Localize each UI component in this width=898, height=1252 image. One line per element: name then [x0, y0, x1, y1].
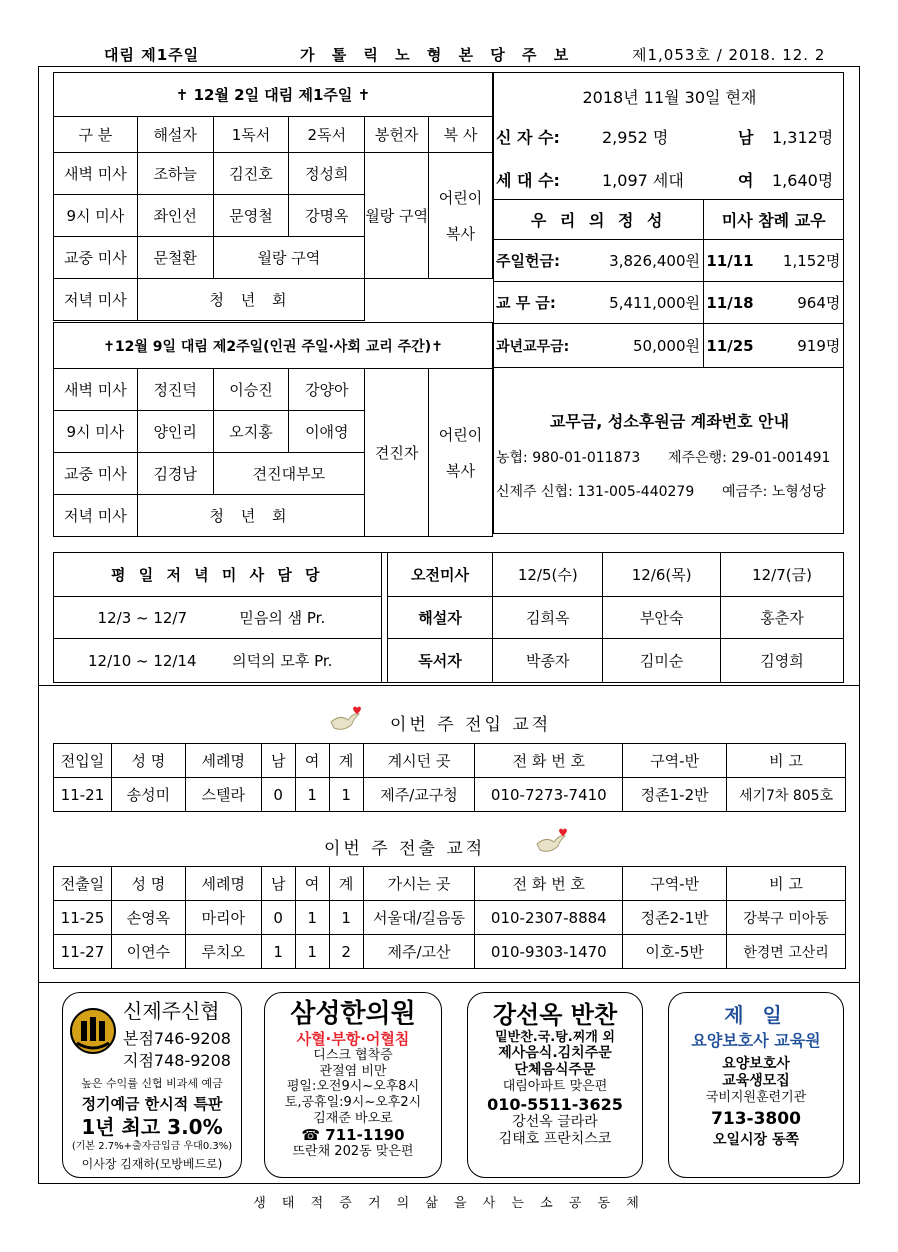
offering-table	[493, 199, 844, 368]
altar-server: 어린이 복사	[429, 369, 493, 537]
commentator: 김희옥	[493, 597, 603, 639]
col-header: 1독서	[213, 117, 289, 153]
households-value: 1,097 세대	[602, 171, 684, 190]
cell: 010-2307-8884	[475, 901, 623, 935]
credit-promo: 정기예금 한시적 특판	[81, 1095, 223, 1113]
ad-side-dish	[467, 992, 643, 1178]
ad-clinic	[264, 992, 442, 1178]
attendance-title: 미사 참례 교우	[704, 200, 844, 240]
th: 비 고	[727, 867, 846, 901]
commentator: 양인리	[137, 411, 213, 453]
youth-group: 청 년 회	[137, 495, 364, 537]
reader2: 이애영	[289, 411, 365, 453]
week2-title: ✝12월 9일 대림 제2주일(인권 주일·사회 교리 주간)✝	[54, 323, 493, 369]
th: 전입일	[54, 744, 112, 778]
commentator-label: 해설자	[387, 597, 493, 639]
cell: 11-27	[54, 935, 112, 969]
mass-label: 9시 미사	[54, 411, 138, 453]
reader: 김미순	[603, 639, 721, 683]
th: 세례명	[185, 867, 261, 901]
th: 구역-반	[623, 867, 727, 901]
credit-rate: 1년 최고 3.0%	[81, 1115, 223, 1139]
bulletin-title: 가 톨 릭 노 형 본 당 주 보	[300, 46, 575, 64]
col-header: 복 사	[429, 117, 493, 153]
banchan-name: 강선옥 반찬	[492, 1001, 618, 1029]
commentator: 문철환	[137, 237, 213, 279]
cell: 010-7273-7410	[475, 778, 623, 812]
cell: 0	[261, 778, 295, 812]
credit-union-logo-icon	[69, 1007, 117, 1055]
mass-label: 새벽 미사	[54, 369, 138, 411]
th: 성 명	[111, 744, 185, 778]
dove-icon	[328, 704, 362, 734]
female-label: 여	[738, 171, 754, 190]
mass-label: 교중 미사	[54, 237, 138, 279]
readers-merged: 견진대부모	[213, 453, 365, 495]
section-divider	[38, 685, 860, 686]
cell: 한경면 고산리	[727, 935, 846, 969]
credit-main-phone: 본점746-9208	[123, 1029, 231, 1048]
th: 남	[261, 867, 295, 901]
reader2: 강명옥	[289, 195, 365, 237]
commentator: 정진덕	[137, 369, 213, 411]
th: 계시던 곳	[363, 744, 475, 778]
transfer-in-title: 이번 주 전입 교적	[390, 715, 552, 735]
cell: 제주/고산	[363, 935, 475, 969]
reader1: 문영철	[213, 195, 289, 237]
banchan-line: 밑반찬.국.탕.찌개 외	[495, 1029, 615, 1045]
members-label: 신 자 수:	[496, 128, 560, 147]
care-sub: 요양보호사 교육원	[691, 1031, 821, 1050]
cell: 강북구 미아동	[727, 901, 846, 935]
reader1: 이승진	[213, 369, 289, 411]
altar-server: 어린이 복사	[429, 153, 493, 279]
cell: 2	[329, 935, 363, 969]
clinic-phone: ☎ 711-1190	[301, 1126, 405, 1145]
mass-label: 저녁 미사	[54, 279, 138, 321]
male-label: 남	[738, 128, 754, 147]
th: 남	[261, 744, 295, 778]
stats-panel	[493, 72, 844, 534]
commentator: 부안숙	[603, 597, 721, 639]
reader1: 오지홍	[213, 411, 289, 453]
cell: 정존2-1반	[623, 901, 727, 935]
credit-branch-phone: 지점748-9208	[123, 1051, 231, 1070]
date-header: 12/7(금)	[721, 553, 844, 597]
offering-row: 주일헌금: 3,826,400원	[494, 240, 704, 282]
care-name: 제 일	[724, 1003, 788, 1027]
mass-label: 저녁 미사	[54, 495, 138, 537]
commentator: 김경남	[137, 453, 213, 495]
ad-care-academy	[668, 992, 844, 1178]
footer-motto: 생 태 적 증 거 의 삶 을 사 는 소 공 동 체	[253, 1196, 645, 1211]
care-line: 교육생모집	[722, 1072, 790, 1089]
cell: 이호-5반	[623, 935, 727, 969]
credit-note: (기본 2.7%+출자금입금 우대0.3%)	[71, 1141, 233, 1152]
th: 계	[329, 867, 363, 901]
banchan-line: 제사음식.김치주문	[498, 1045, 612, 1062]
commentator: 홍춘자	[721, 597, 844, 639]
banchan-owner: 김태호 프란치스코	[498, 1130, 612, 1147]
account-nh: 농협: 980-01-011873	[496, 450, 641, 466]
mass-label: 교중 미사	[54, 453, 138, 495]
th: 세례명	[185, 744, 261, 778]
attendance-row: 11/25 919명	[704, 324, 844, 368]
cell: 1	[295, 935, 329, 969]
reader-label: 독서자	[387, 639, 493, 683]
reader: 박종자	[493, 639, 603, 683]
cell: 제주/교구청	[363, 778, 475, 812]
th: 비 고	[727, 744, 846, 778]
commentator: 조하늘	[137, 153, 213, 195]
date-header: 12/5(수)	[493, 553, 603, 597]
dove-icon	[534, 826, 568, 856]
weekday-row: 12/10 ~ 12/14 의덕의 모후 Pr.	[54, 639, 382, 683]
cell: 루치오	[185, 935, 261, 969]
cell: 010-9303-1470	[475, 935, 623, 969]
female-value: 1,640명	[772, 171, 834, 190]
table-row	[54, 935, 846, 969]
table-row	[54, 778, 846, 812]
clinic-owner: 김재준 바오로	[313, 1110, 393, 1126]
cell: 이연수	[111, 935, 185, 969]
credit-union-name: 신제주신협	[123, 999, 220, 1023]
col-header: 구 분	[54, 117, 138, 153]
reader1: 김진호	[213, 153, 289, 195]
male-value: 1,312명	[772, 128, 834, 147]
date-header: 12/6(목)	[603, 553, 721, 597]
cell: 1	[261, 935, 295, 969]
cell: 송성미	[111, 778, 185, 812]
reader2: 정성희	[289, 153, 365, 195]
cell: 정존1-2반	[623, 778, 727, 812]
readers-merged: 월랑 구역	[213, 237, 365, 279]
section-divider	[38, 982, 860, 983]
table-row	[54, 901, 846, 935]
clinic-specialty: 사혈·부항·어혈침	[296, 1030, 410, 1049]
clinic-name: 삼성한의원	[290, 999, 416, 1029]
cell: 마리아	[185, 901, 261, 935]
th: 전출일	[54, 867, 112, 901]
th: 전 화 번 호	[475, 867, 623, 901]
care-location: 오일시장 동쪽	[712, 1131, 800, 1148]
cell: 1	[295, 778, 329, 812]
th: 여	[295, 744, 329, 778]
col-header: 해설자	[137, 117, 213, 153]
banchan-phone: 010-5511-3625	[487, 1094, 623, 1114]
attendance-row: 11/18 964명	[704, 282, 844, 324]
cell: 손영옥	[111, 901, 185, 935]
care-line: 요양보호사	[722, 1056, 790, 1073]
mass-label: 9시 미사	[54, 195, 138, 237]
account-title: 교무금, 성소후원금 계좌번호 안내	[549, 412, 790, 431]
th: 가시는 곳	[363, 867, 475, 901]
cell: 11-25	[54, 901, 112, 935]
week-label: 대림 제1주일	[104, 46, 200, 64]
weekday-row: 12/3 ~ 12/7 믿음의 샘 Pr.	[54, 597, 382, 639]
clinic-address: 뜨란채 202동 맞은편	[292, 1144, 414, 1160]
cell: 스텔라	[185, 778, 261, 812]
transfer-in-table	[53, 743, 846, 812]
attendance-row: 11/11 1,152명	[704, 240, 844, 282]
clinic-line: 디스크 협착증	[313, 1048, 393, 1064]
cell: 1	[295, 901, 329, 935]
account-jeju: 제주은행: 29-01-001491	[668, 450, 831, 466]
week1-title: ✝ 12월 2일 대림 제1주일 ✝	[54, 73, 493, 117]
offertory: 월랑 구역	[365, 153, 429, 279]
col-header: 봉헌자	[365, 117, 429, 153]
offering-title: 우 리 의 정 성	[494, 200, 704, 240]
weekday-mass-table	[53, 552, 844, 683]
stats-date: 2018년 11월 30일 현재	[582, 88, 757, 107]
offering-row: 과년교무금: 50,000원	[494, 324, 704, 368]
morning-label: 오전미사	[387, 553, 493, 597]
households-label: 세 대 수:	[496, 171, 560, 190]
th: 여	[295, 867, 329, 901]
cell: 0	[261, 901, 295, 935]
banchan-location: 대림아파트 맞은편	[502, 1078, 608, 1094]
transfer-out-title: 이번 주 전출 교적	[324, 839, 486, 859]
col-header: 2독서	[289, 117, 365, 153]
credit-desc: 높은 수익률 신협 비과세 예금	[81, 1077, 223, 1090]
cell: 세기7차 805호	[727, 778, 846, 812]
reader: 김영희	[721, 639, 844, 683]
cell: 1	[329, 778, 363, 812]
weekday-title: 평 일 저 녁 미 사 담 당	[54, 553, 382, 597]
clinic-hours: 토,공휴일:9시~오후2시	[284, 1094, 422, 1110]
members-value: 2,952 명	[602, 128, 669, 147]
cell: 서울대/길음동	[363, 901, 475, 935]
offering-row: 교 무 금: 5,411,000원	[494, 282, 704, 324]
care-phone: 713-3800	[711, 1109, 801, 1130]
cell: 1	[329, 901, 363, 935]
youth-group: 청 년 회	[137, 279, 364, 321]
account-holder: 예금주: 노형성당	[722, 484, 826, 500]
credit-ceo: 이사장 김재하(모방베드로)	[81, 1157, 223, 1171]
week1-schedule	[53, 72, 493, 321]
care-line: 국비지원훈련기관	[705, 1089, 807, 1105]
clinic-hours: 평일:오전9시~오후8시	[286, 1079, 420, 1095]
transfer-out-table	[53, 866, 846, 969]
reader2: 강양아	[289, 369, 365, 411]
th: 성 명	[111, 867, 185, 901]
th: 계	[329, 744, 363, 778]
banchan-line: 단체음식주문	[514, 1062, 596, 1079]
commentator: 좌인선	[137, 195, 213, 237]
offertory: 견진자	[365, 369, 429, 537]
ad-credit-union	[62, 992, 242, 1178]
th: 전 화 번 호	[475, 744, 623, 778]
account-credit: 신제주 신협: 131-005-440279	[496, 484, 695, 500]
issue-number: 제1,053호 / 2018. 12. 2	[632, 46, 826, 64]
week2-schedule	[53, 322, 493, 537]
banchan-owner: 강선옥 글라라	[512, 1113, 598, 1130]
clinic-line: 관절염 비만	[319, 1063, 387, 1079]
th: 구역-반	[623, 744, 727, 778]
mass-label: 새벽 미사	[54, 153, 138, 195]
cell: 11-21	[54, 778, 112, 812]
